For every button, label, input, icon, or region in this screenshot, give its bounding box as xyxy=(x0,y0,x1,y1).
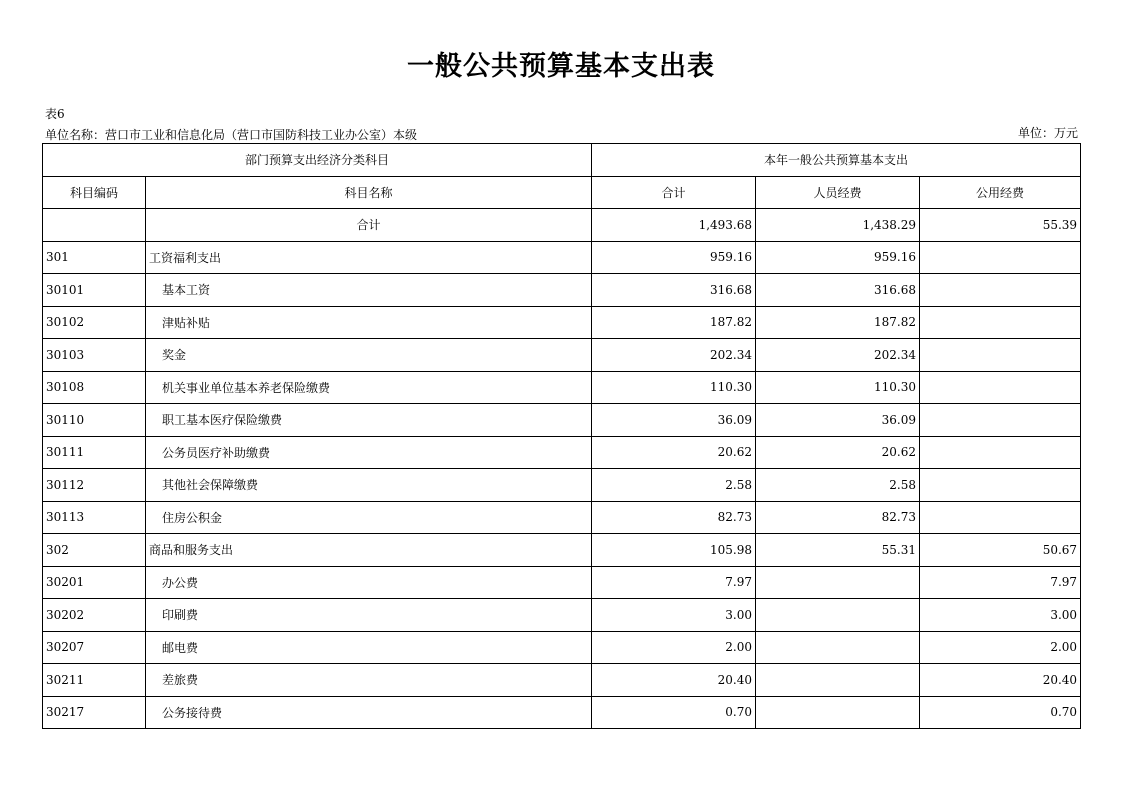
row-public: 3.00 xyxy=(920,599,1081,632)
row-total: 959.16 xyxy=(592,241,756,274)
row-code: 30113 xyxy=(43,501,146,534)
row-code: 30108 xyxy=(43,371,146,404)
row-public xyxy=(920,436,1081,469)
row-public xyxy=(920,501,1081,534)
row-public xyxy=(920,404,1081,437)
table-number: 表6 xyxy=(45,107,65,121)
row-total: 2.00 xyxy=(592,631,756,664)
row-personnel xyxy=(756,599,920,632)
header-personnel: 人员经费 xyxy=(756,176,920,209)
row-personnel xyxy=(756,566,920,599)
row-name: 邮电费 xyxy=(146,631,592,664)
row-personnel: 55.31 xyxy=(756,534,920,567)
budget-table xyxy=(42,143,1081,729)
total-name: 合计 xyxy=(146,209,592,242)
table-row xyxy=(43,631,1081,664)
table-row xyxy=(43,469,1081,502)
row-name: 津贴补贴 xyxy=(146,306,592,339)
table-row xyxy=(43,339,1081,372)
row-name: 其他社会保障缴费 xyxy=(146,469,592,502)
row-name: 工资福利支出 xyxy=(146,241,592,274)
row-total: 7.97 xyxy=(592,566,756,599)
page-title: 一般公共预算基本支出表 xyxy=(407,51,715,82)
row-public xyxy=(920,339,1081,372)
row-total: 202.34 xyxy=(592,339,756,372)
row-total: 82.73 xyxy=(592,501,756,534)
table-row xyxy=(43,306,1081,339)
row-personnel: 202.34 xyxy=(756,339,920,372)
header-basic-expenditure: 本年一般公共预算基本支出 xyxy=(592,144,1081,177)
total-code xyxy=(43,209,146,242)
row-personnel xyxy=(756,696,920,729)
row-code: 301 xyxy=(43,241,146,274)
row-personnel: 82.73 xyxy=(756,501,920,534)
table-row xyxy=(43,534,1081,567)
table-row xyxy=(43,241,1081,274)
table-row xyxy=(43,664,1081,697)
unit-name-label: 单位名称：营口市工业和信息化局（营口市国防科技工业办公室）本级 xyxy=(45,128,418,142)
table-row xyxy=(43,696,1081,729)
header-public: 公用经费 xyxy=(920,176,1081,209)
row-total: 20.40 xyxy=(592,664,756,697)
row-public xyxy=(920,241,1081,274)
row-total: 110.30 xyxy=(592,371,756,404)
table-row xyxy=(43,371,1081,404)
table-row xyxy=(43,501,1081,534)
row-name: 住房公积金 xyxy=(146,501,592,534)
row-public xyxy=(920,469,1081,502)
row-name: 办公费 xyxy=(146,566,592,599)
header-group-row xyxy=(43,144,1081,177)
row-public: 20.40 xyxy=(920,664,1081,697)
header-column-row xyxy=(43,176,1081,209)
row-code: 30110 xyxy=(43,404,146,437)
row-name: 公务接待费 xyxy=(146,696,592,729)
total-personnel: 1,438.29 xyxy=(756,209,920,242)
header-name: 科目名称 xyxy=(146,176,592,209)
table-row xyxy=(43,566,1081,599)
table-row xyxy=(43,404,1081,437)
row-public: 7.97 xyxy=(920,566,1081,599)
row-total: 0.70 xyxy=(592,696,756,729)
row-personnel: 2.58 xyxy=(756,469,920,502)
header-total: 合计 xyxy=(592,176,756,209)
currency-unit-label: 单位：万元 xyxy=(1017,126,1078,140)
row-personnel: 316.68 xyxy=(756,274,920,307)
row-name: 奖金 xyxy=(146,339,592,372)
row-personnel: 20.62 xyxy=(756,436,920,469)
total-public: 55.39 xyxy=(920,209,1081,242)
row-public: 2.00 xyxy=(920,631,1081,664)
row-total: 105.98 xyxy=(592,534,756,567)
row-name: 公务员医疗补助缴费 xyxy=(146,436,592,469)
row-code: 302 xyxy=(43,534,146,567)
row-code: 30207 xyxy=(43,631,146,664)
row-total: 36.09 xyxy=(592,404,756,437)
row-code: 30211 xyxy=(43,664,146,697)
row-personnel: 187.82 xyxy=(756,306,920,339)
row-name: 机关事业单位基本养老保险缴费 xyxy=(146,371,592,404)
row-name: 基本工资 xyxy=(146,274,592,307)
row-total: 2.58 xyxy=(592,469,756,502)
row-personnel: 36.09 xyxy=(756,404,920,437)
row-personnel xyxy=(756,664,920,697)
row-code: 30112 xyxy=(43,469,146,502)
total-amount: 1,493.68 xyxy=(592,209,756,242)
row-code: 30111 xyxy=(43,436,146,469)
row-code: 30101 xyxy=(43,274,146,307)
row-name: 职工基本医疗保险缴费 xyxy=(146,404,592,437)
row-public xyxy=(920,371,1081,404)
row-public xyxy=(920,274,1081,307)
row-personnel: 959.16 xyxy=(756,241,920,274)
row-code: 30102 xyxy=(43,306,146,339)
row-code: 30103 xyxy=(43,339,146,372)
table-row xyxy=(43,436,1081,469)
row-total: 316.68 xyxy=(592,274,756,307)
row-personnel: 110.30 xyxy=(756,371,920,404)
row-total: 187.82 xyxy=(592,306,756,339)
row-total: 3.00 xyxy=(592,599,756,632)
row-name: 印刷费 xyxy=(146,599,592,632)
row-code: 30202 xyxy=(43,599,146,632)
row-total: 20.62 xyxy=(592,436,756,469)
row-public: 50.67 xyxy=(920,534,1081,567)
row-name: 商品和服务支出 xyxy=(146,534,592,567)
row-public xyxy=(920,306,1081,339)
table-row xyxy=(43,599,1081,632)
header-economic-classification: 部门预算支出经济分类科目 xyxy=(43,144,592,177)
row-code: 30201 xyxy=(43,566,146,599)
row-personnel xyxy=(756,631,920,664)
row-public: 0.70 xyxy=(920,696,1081,729)
header-code: 科目编码 xyxy=(43,176,146,209)
row-name: 差旅费 xyxy=(146,664,592,697)
total-row xyxy=(43,209,1081,242)
table-row xyxy=(43,274,1081,307)
row-code: 30217 xyxy=(43,696,146,729)
